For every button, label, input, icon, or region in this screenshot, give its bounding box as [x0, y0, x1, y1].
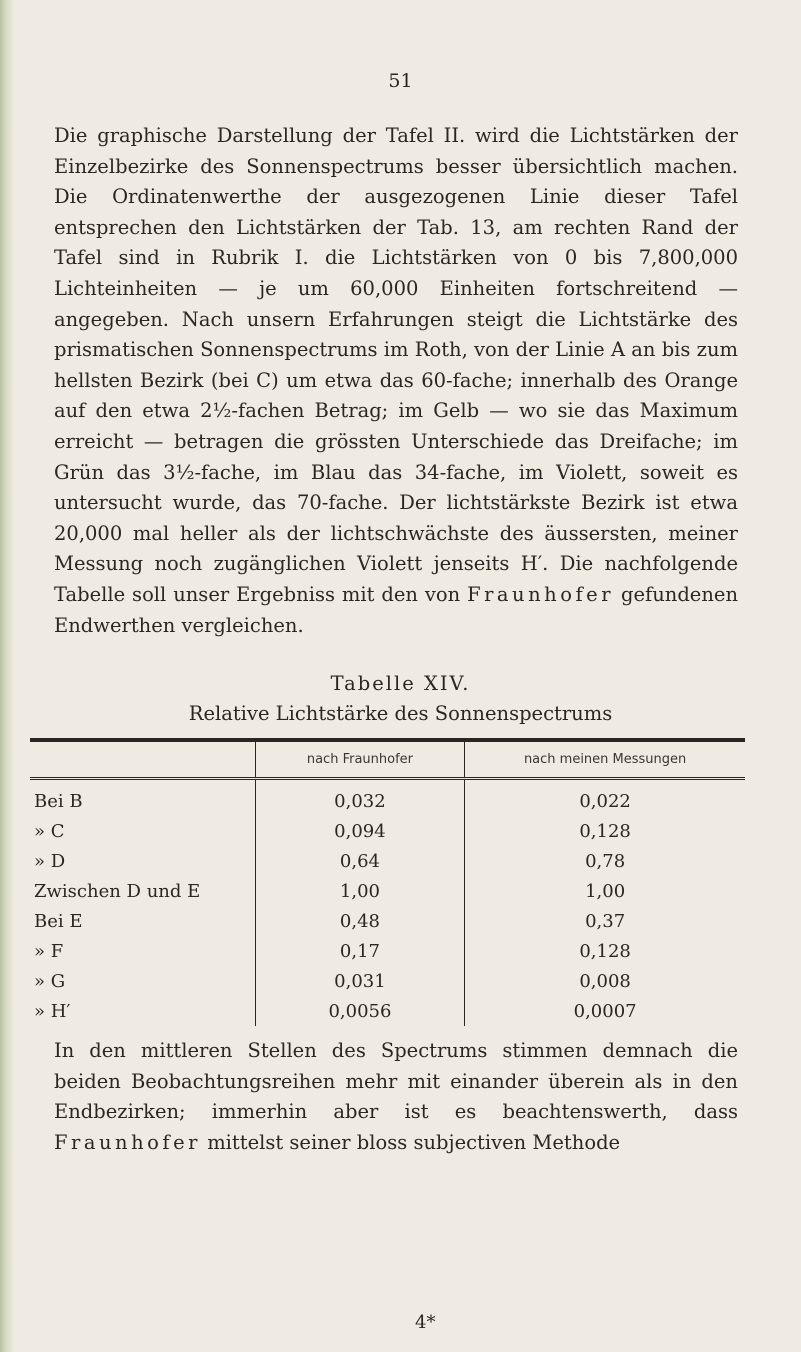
value-own: 0,022	[465, 779, 745, 817]
value-own: 0,37	[465, 906, 745, 936]
signature-mark: 4*	[415, 1312, 436, 1333]
paragraph-comparison	[54, 1036, 738, 1158]
row-label: Bei B	[34, 790, 83, 812]
table-caption: Relative Lichtstärke des Sonnenspectrums	[188, 702, 613, 725]
header-own-measurements: nach meinen Messungen	[465, 740, 745, 779]
value-fraunhofer: 0,094	[255, 816, 465, 846]
paragraph-text: mittelst seiner bloss subjectiven Methode	[207, 1130, 621, 1154]
table-title: Tabelle XIV.	[330, 672, 471, 695]
table-row	[30, 906, 745, 936]
paragraph-text: In den mittleren Stellen des Spectrums stimmen demnach die beiden Beobachtungsreihen mehr mit einander überein als in den Endbezirken; immerhin aber ist es beachtenswerth, dass	[54, 1039, 738, 1124]
paragraph-text: Die graphische Darstellung der Tafel II. wird die Lichtstärken der Einzelbezirke des Sonnenspectrums besser übersichtlich machen. Die Ordinatenwerthe der ausgezogenen Linie dieser Tafel entsprechen den Lichtstärken der Tab. 13, am rechten Rand der Tafel sind in Rubrik I. die Lichtstärken von 0 bis 7,800,000 Lichteinheiten — je um 60,000 Einheiten fortschreitend — angegeben. Nach unsern Erfahrungen steigt die Lichtstärke des prismatischen Sonnenspectrums im Roth, von der Linie A an bis zum hellsten Bezirk (bei C) um etwa das 60-fache; innerhalb des Orange auf den etwa 2½-fachen Betrag; im Gelb — wo sie das Maximum erreicht — betragen die grössten Unterschiede das Dreifache; im Grün das 3½-fache, im Blau das 34-fache, im Violett, soweit es untersucht wurde, das 70-fache. Der lichtstärkste Bezirk ist etwa 20,000 mal heller als der lichtschwächste des äussersten, meiner Messung noch zugänglichen Violett jenseits H′. Die nachfolgende Tabelle soll unser Ergebniss mit den von	[54, 124, 738, 606]
row-label: Zwischen D und E	[34, 880, 201, 902]
table-row	[30, 936, 745, 966]
value-fraunhofer: 0,17	[255, 936, 465, 966]
header-fraunhofer: nach Fraunhofer	[255, 740, 465, 779]
value-own: 0,128	[465, 816, 745, 846]
value-fraunhofer: 0,64	[255, 846, 465, 876]
value-own: 0,128	[465, 936, 745, 966]
value-fraunhofer: 1,00	[255, 876, 465, 906]
row-label: » G	[34, 970, 66, 992]
table-row	[30, 966, 745, 996]
author-name-fraunhofer: Fraunhofer	[54, 1130, 201, 1154]
value-fraunhofer: 0,031	[255, 966, 465, 996]
header-label-column	[30, 740, 255, 779]
value-fraunhofer: 0,032	[255, 779, 465, 817]
row-label: » F	[34, 940, 64, 962]
value-own: 1,00	[465, 876, 745, 906]
table-row	[30, 779, 745, 817]
row-label: Bei E	[34, 910, 83, 932]
author-name-fraunhofer: Fraunhofer	[467, 582, 615, 606]
value-own: 0,78	[465, 846, 745, 876]
value-own: 0,008	[465, 966, 745, 996]
light-intensity-table	[30, 738, 745, 1026]
page-number: 51	[388, 70, 413, 92]
value-fraunhofer: 0,48	[255, 906, 465, 936]
table-row	[30, 846, 745, 876]
value-fraunhofer: 0,0056	[255, 996, 465, 1026]
table-row	[30, 816, 745, 846]
row-label: » C	[34, 820, 65, 842]
row-label: » D	[34, 850, 66, 872]
table-row	[30, 876, 745, 906]
row-label: » H′	[34, 1000, 71, 1022]
value-own: 0,0007	[465, 996, 745, 1026]
table-row	[30, 996, 745, 1026]
table-header-row	[30, 740, 745, 779]
paragraph-text: gefundenen Endwerthen vergleichen.	[54, 582, 739, 637]
paragraph-graphical-representation	[54, 121, 738, 641]
